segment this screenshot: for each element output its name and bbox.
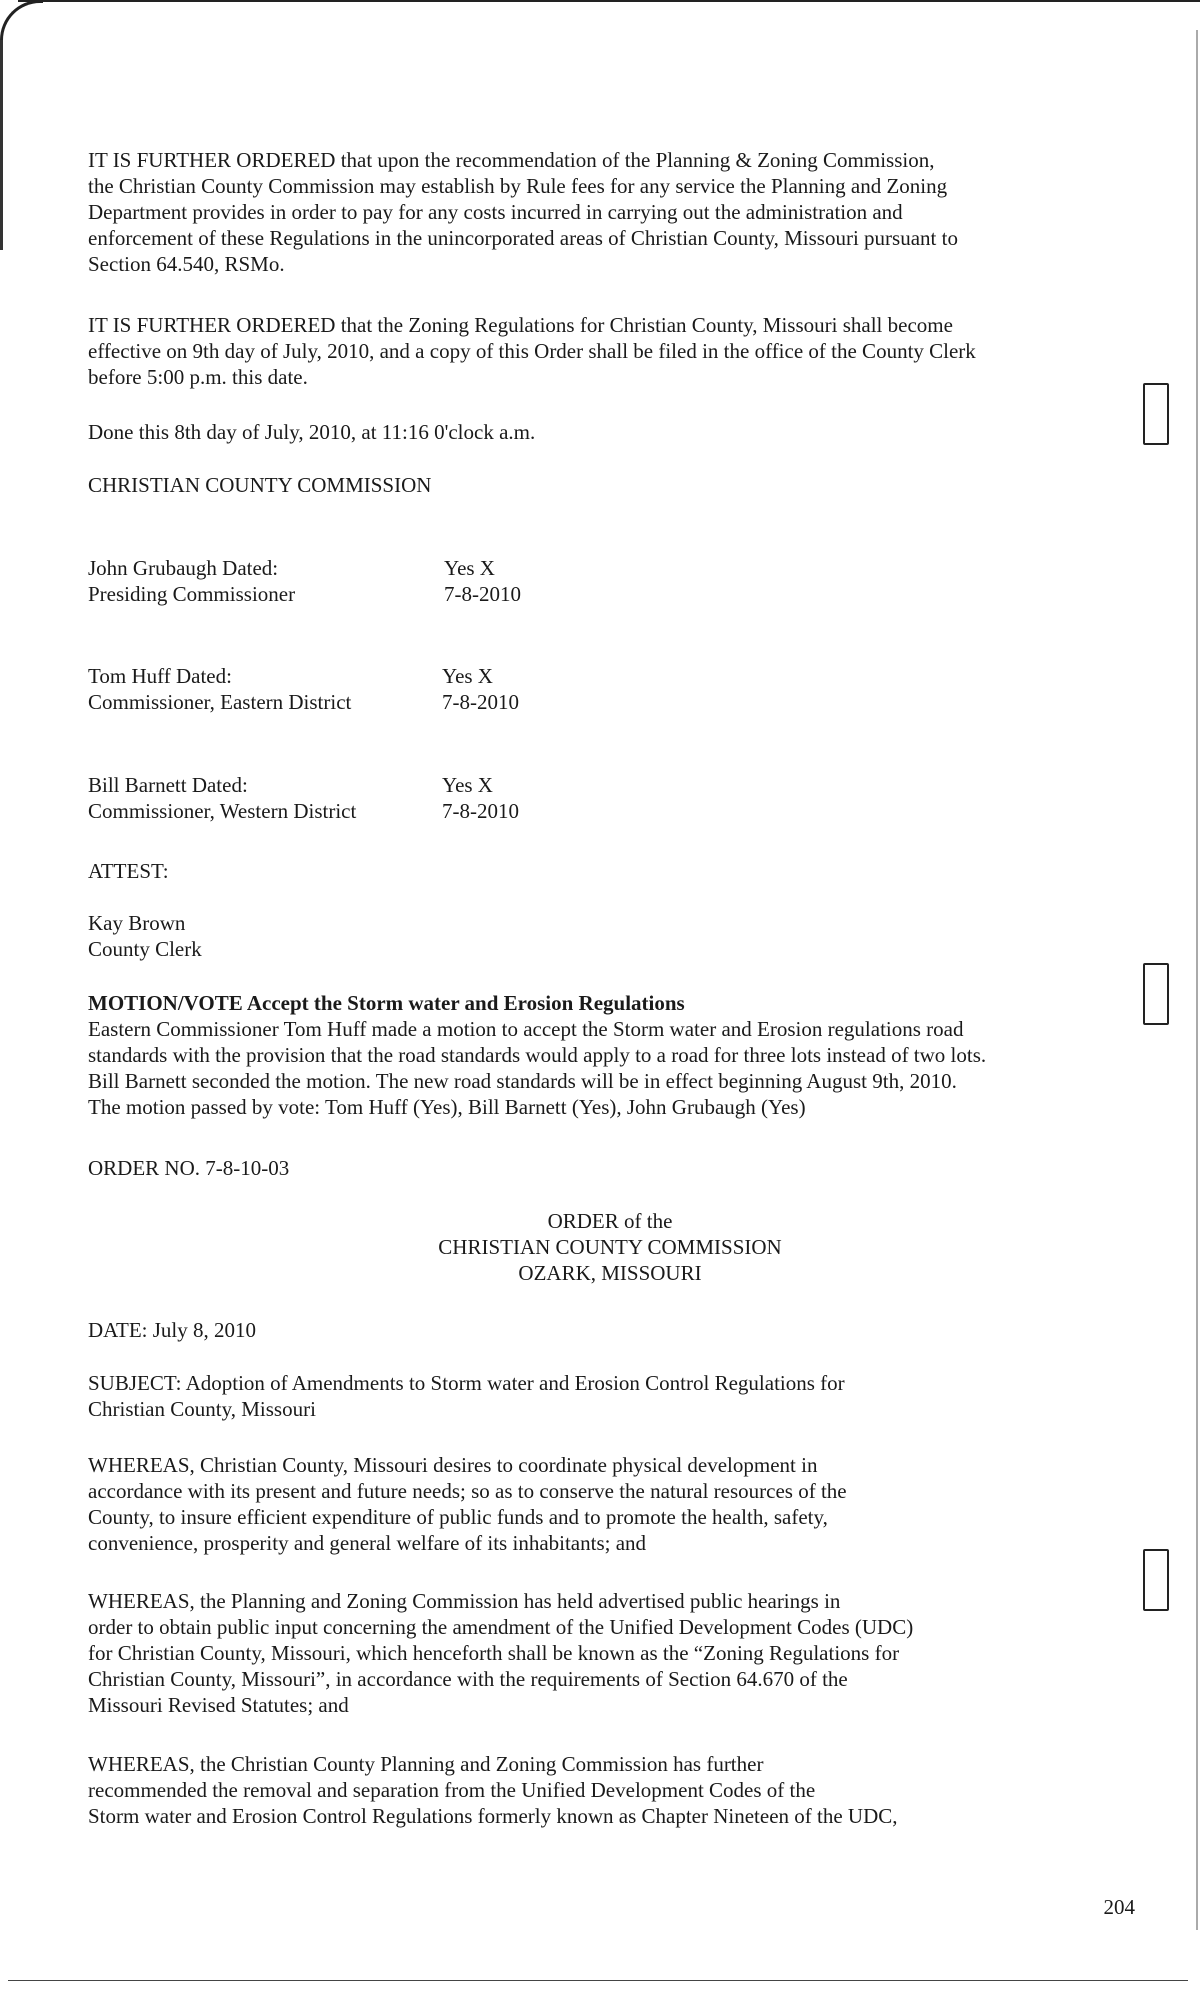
order-number: ORDER NO. 7-8-10-03 bbox=[88, 1156, 290, 1180]
county-clerk-block: Kay Brown County Clerk bbox=[88, 911, 202, 961]
order-date: DATE: July 8, 2010 bbox=[88, 1318, 256, 1342]
page-number: 204 bbox=[1103, 1895, 1135, 1919]
order-subject: SUBJECT: Adoption of Amendments to Storm water and Erosion Control Regulations for Christian County, Missouri bbox=[88, 1371, 845, 1421]
signatory-name: Tom Huff Dated: Commissioner, Eastern District bbox=[88, 664, 352, 714]
whereas-paragraph: WHEREAS, the Planning and Zoning Commission has held advertised public hearings in order to obtain public input concerning the amendment of the Unified Development Codes (UDC) for Christian County, Missouri, which henceforth shall be known as the “Zoning Regulations for Christian County, Missouri”, in accordance with the requirements of Section 64.670 of the Missouri Revised Statutes; and bbox=[88, 1589, 914, 1717]
page-bottom-border bbox=[8, 1980, 1188, 1981]
done-date-line: Done this 8th day of July, 2010, at 11:16 0'clock a.m. bbox=[88, 420, 536, 444]
further-ordered-fees-paragraph: IT IS FURTHER ORDERED that upon the recommendation of the Planning & Zoning Commission, the Christian County Commission may establish by Rule fees for any service the Planning and Zoning Department provides in order to pay for any costs incurred in carrying out the administration and enforcement of these Regulations in the unincorporated areas of Christian County, Missouri pursuant to Section 64.540, RSMo. bbox=[88, 148, 958, 276]
signatory-vote: Yes X 7-8-2010 bbox=[444, 556, 521, 606]
commission-heading: CHRISTIAN COUNTY COMMISSION bbox=[88, 473, 432, 497]
whereas-paragraph: WHEREAS, the Christian County Planning and Zoning Commission has further recommended the removal and separation from the Unified Development Codes of the Storm water and Erosion Control Regulations formerly known as Chapter Nineteen of the UDC, bbox=[88, 1752, 898, 1828]
signatory-vote: Yes X 7-8-2010 bbox=[442, 773, 519, 823]
signatory-vote: Yes X 7-8-2010 bbox=[442, 664, 519, 714]
whereas-paragraph: WHEREAS, Christian County, Missouri desires to coordinate physical development in accordance with its present and future needs; so as to conserve the natural resources of the County, to insure efficient expenditure of public funds and to promote the health, safety, convenience, prosperity and general welfare of its inhabitants; and bbox=[88, 1453, 847, 1555]
motion-heading: MOTION/VOTE Accept the Storm water and Erosion Regulations bbox=[88, 991, 685, 1015]
signatory-name: John Grubaugh Dated: Presiding Commissioner bbox=[88, 556, 296, 606]
page-top-border bbox=[18, 0, 1200, 2]
order-heading: ORDER of the CHRISTIAN COUNTY COMMISSION OZARK, MISSOURI bbox=[438, 1209, 782, 1285]
page-left-border bbox=[0, 40, 3, 250]
page-corner-mark bbox=[0, 0, 43, 43]
binder-hole-mark bbox=[1143, 1549, 1169, 1611]
binder-hole-mark bbox=[1143, 383, 1169, 445]
page-right-border bbox=[1196, 30, 1198, 1930]
further-ordered-effective-paragraph: IT IS FURTHER ORDERED that the Zoning Regulations for Christian County, Missouri shall become effective on 9th day of July, 2010, and a copy of this Order shall be filed in the office of the County Clerk before 5:00 p.m. this date. bbox=[88, 313, 976, 389]
signatory-name: Bill Barnett Dated: Commissioner, Western District bbox=[88, 773, 357, 823]
attest-label: ATTEST: bbox=[88, 859, 169, 883]
motion-body: Eastern Commissioner Tom Huff made a motion to accept the Storm water and Erosion regulations road standards with the provision that the road standards would apply to a road for three lots instead of two lots. Bill Barnett seconded the motion. The new road standards will be in effect beginning August 9th, 2010. The motion passed by vote: Tom Huff (Yes), Bill Barnett (Yes), John Grubaugh (Yes) bbox=[88, 1017, 987, 1119]
